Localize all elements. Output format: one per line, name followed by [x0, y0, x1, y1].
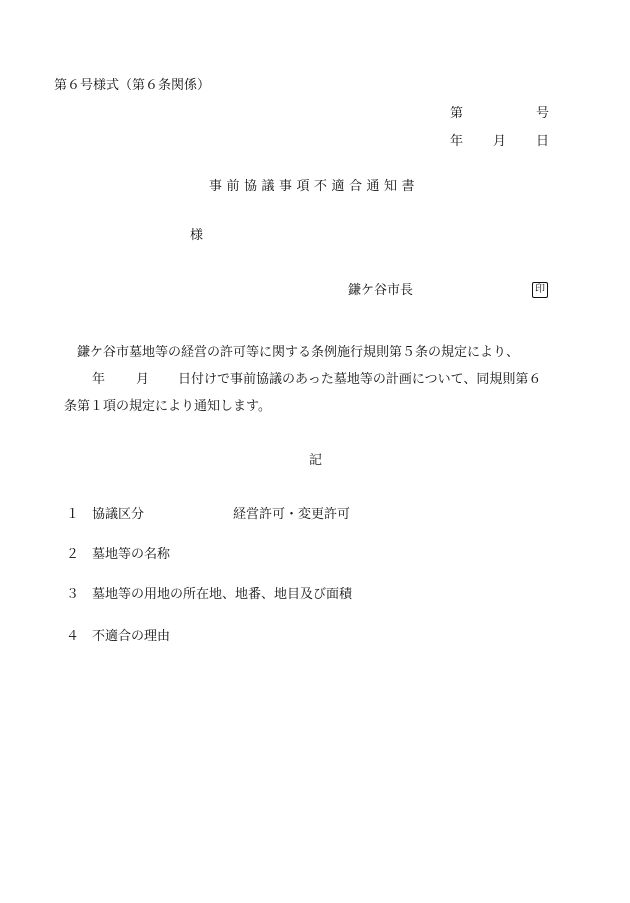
- doc-number-suffix: 号: [536, 106, 550, 121]
- body-line-2-month: 月: [136, 372, 150, 387]
- item-label-consultation-type: 協議区分: [92, 507, 145, 522]
- item-label-nonconformity-reason: 不適合の理由: [92, 629, 171, 644]
- item-label-site-location: 墓地等の用地の所在地、地番、地目及び面積: [92, 587, 353, 602]
- addressee-suffix: 様: [190, 228, 204, 243]
- form-label: 第６号様式（第６条関係）: [54, 78, 211, 93]
- date-day: 日: [536, 134, 550, 149]
- sender-name: 鎌ケ谷市長: [348, 283, 414, 298]
- seal-mark: 印: [532, 282, 548, 298]
- ki-heading: 記: [309, 453, 323, 468]
- date-month: 月: [493, 134, 507, 149]
- item-number: １: [66, 507, 80, 522]
- item-number: ４: [66, 629, 80, 644]
- body-line-2-text: 日付けで事前協議のあった墓地等の計画について、同規則第６: [178, 372, 542, 387]
- item-value-consultation-type: 経営許可・変更許可: [233, 507, 351, 522]
- item-number: ２: [66, 547, 80, 562]
- item-number: ３: [66, 587, 80, 602]
- date-year: 年: [450, 134, 464, 149]
- document-title: 事前協議事項不適合通知書: [209, 179, 420, 194]
- body-line-2-year: 年: [92, 372, 106, 387]
- body-line-3: 条第１項の規定により通知します。: [64, 399, 271, 414]
- doc-number-prefix: 第: [450, 106, 464, 121]
- item-label-cemetery-name: 墓地等の名称: [92, 547, 171, 562]
- body-line-1: 鎌ケ谷市墓地等の経営の許可等に関する条例施行規則第５条の規定により、: [77, 345, 520, 360]
